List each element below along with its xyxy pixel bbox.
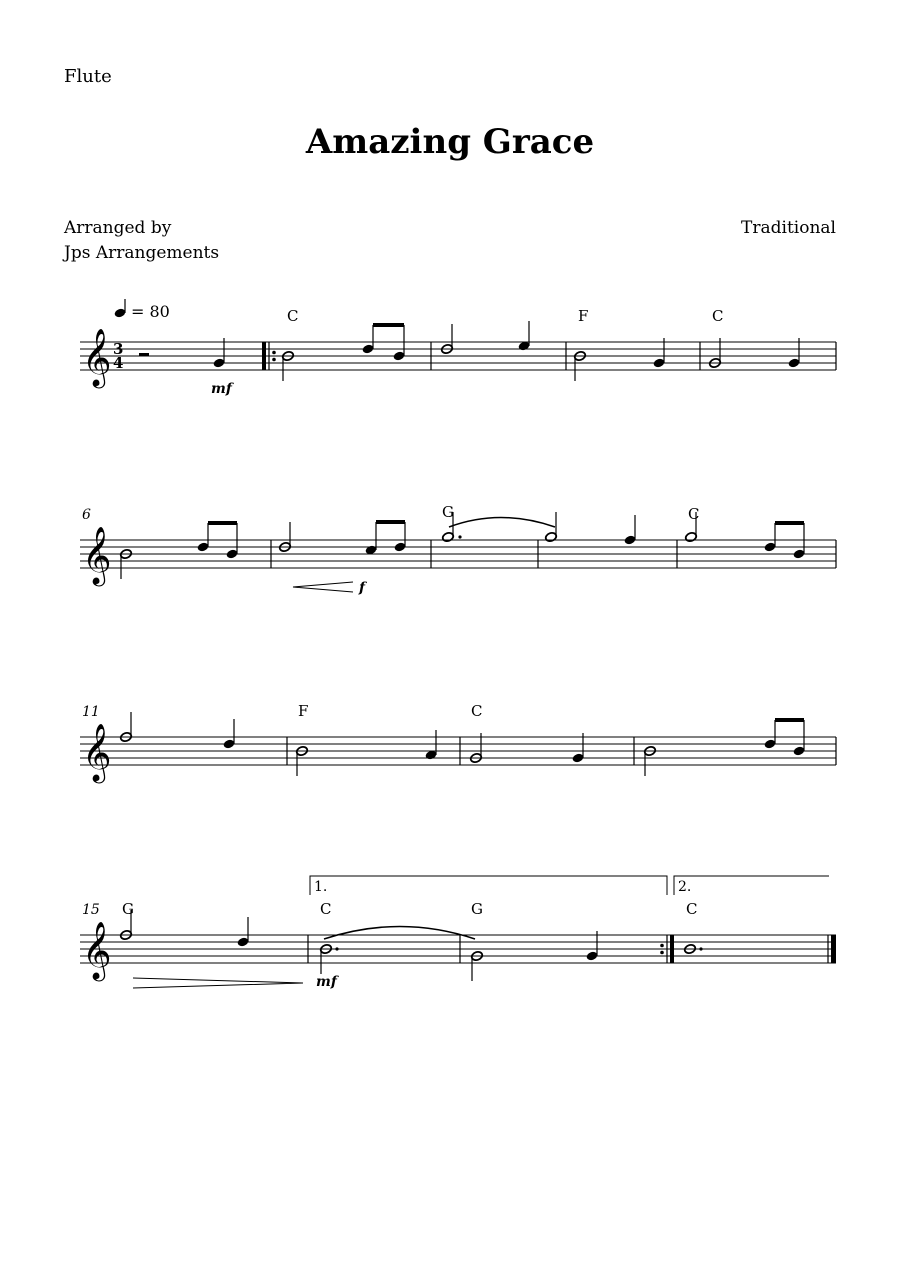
chord-symbol: G	[442, 503, 454, 521]
staff-lines	[80, 737, 836, 765]
tempo-marking	[114, 299, 170, 321]
chord-symbol: G	[471, 900, 483, 918]
staff-system-2	[80, 503, 836, 596]
arranger-name: Jps Arrangements	[64, 243, 220, 263]
instrument-name: Flute	[64, 66, 112, 87]
treble-clef: 𝄞	[82, 723, 112, 781]
chord-symbol: C	[320, 900, 332, 918]
staff-lines	[80, 540, 836, 568]
tie	[449, 518, 555, 528]
decrescendo-hairpin	[133, 978, 303, 988]
score-title: Amazing Grace	[305, 122, 595, 162]
staff-system-4	[80, 876, 836, 990]
chord-symbol: C	[712, 307, 724, 325]
tie	[324, 927, 475, 940]
chord-symbol: F	[298, 702, 309, 720]
dynamic-f: f	[359, 580, 366, 596]
chord-symbol: C	[688, 505, 700, 523]
time-signature-top: 3	[113, 340, 124, 358]
treble-clef: 𝄞	[82, 526, 112, 584]
arranger-label: Arranged by	[64, 218, 172, 238]
chord-symbol: F	[578, 307, 589, 325]
dynamic-mf: mf	[316, 974, 337, 990]
crescendo-hairpin	[293, 582, 353, 592]
chord-symbol: C	[287, 307, 299, 325]
volta-label-2: 2.	[678, 879, 692, 895]
staff-system-3	[80, 702, 836, 784]
treble-clef: 𝄞	[82, 328, 112, 386]
staff-system-1	[80, 299, 836, 397]
chord-symbol: C	[686, 900, 698, 918]
composer: Traditional	[741, 218, 836, 238]
measure-number: 15	[82, 902, 100, 918]
repeat-start-barline	[262, 342, 266, 370]
dynamic-mf: mf	[211, 381, 232, 397]
measure-number: 11	[82, 704, 100, 720]
volta-bracket-1	[310, 876, 667, 895]
volta-bracket-2	[674, 876, 829, 895]
measure-number: 6	[82, 507, 91, 523]
volta-label-1: 1.	[314, 879, 328, 895]
staff-lines	[80, 935, 836, 963]
treble-clef: 𝄞	[82, 921, 112, 979]
tempo-text: = 80	[131, 302, 170, 321]
chord-symbol: G	[122, 900, 134, 918]
chord-symbol: C	[471, 702, 483, 720]
staff-lines	[80, 342, 836, 370]
time-signature-bottom: 4	[113, 354, 124, 372]
